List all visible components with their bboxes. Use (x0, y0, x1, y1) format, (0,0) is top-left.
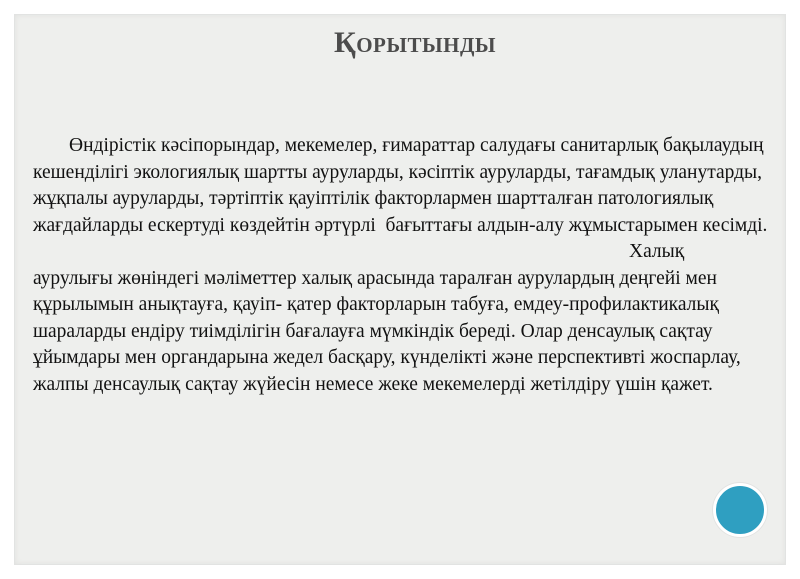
slide-body (33, 133, 783, 398)
paragraph-2-lead: Халық (629, 241, 685, 262)
paragraph-1: Өндірістік кәсіпорындар, мекемелер, ғимараттар салудағы санитарлық бақылаудың кешенділігі экологиялық шартты ауруларды, кәсіптік ауруларды, тағамдық уланутарды, жұқпалы ауруларды, тәртіптік қауіптілік факторлармен шартталған патологиялық жағдайларды ескертуді көздейтін әртүрлі бағыттағы алдын-алу жұмыстарымен кесімді. (33, 135, 769, 236)
slide-title: Қорытынды (333, 26, 497, 59)
paragraph-2: аурулығы жөніндегі мәліметтер халық арасында таралған аурулардың деңгейі мен құрылымын анықтауға, қауіп- қатер факторларын табуға, емдеу-профилактикалық шараларды ендіру тиімділігін бағалауға мүмкіндік береді. Олар денсаулық сақтау ұйымдары мен органдарына жедел басқару, күнделікті және перспективті жоспарлау, жалпы денсаулық сақтау жүйесін немесе жеке мекемелерді жетілдіру үшін қажет. (33, 267, 746, 395)
accent-circle-decoration (713, 483, 767, 537)
